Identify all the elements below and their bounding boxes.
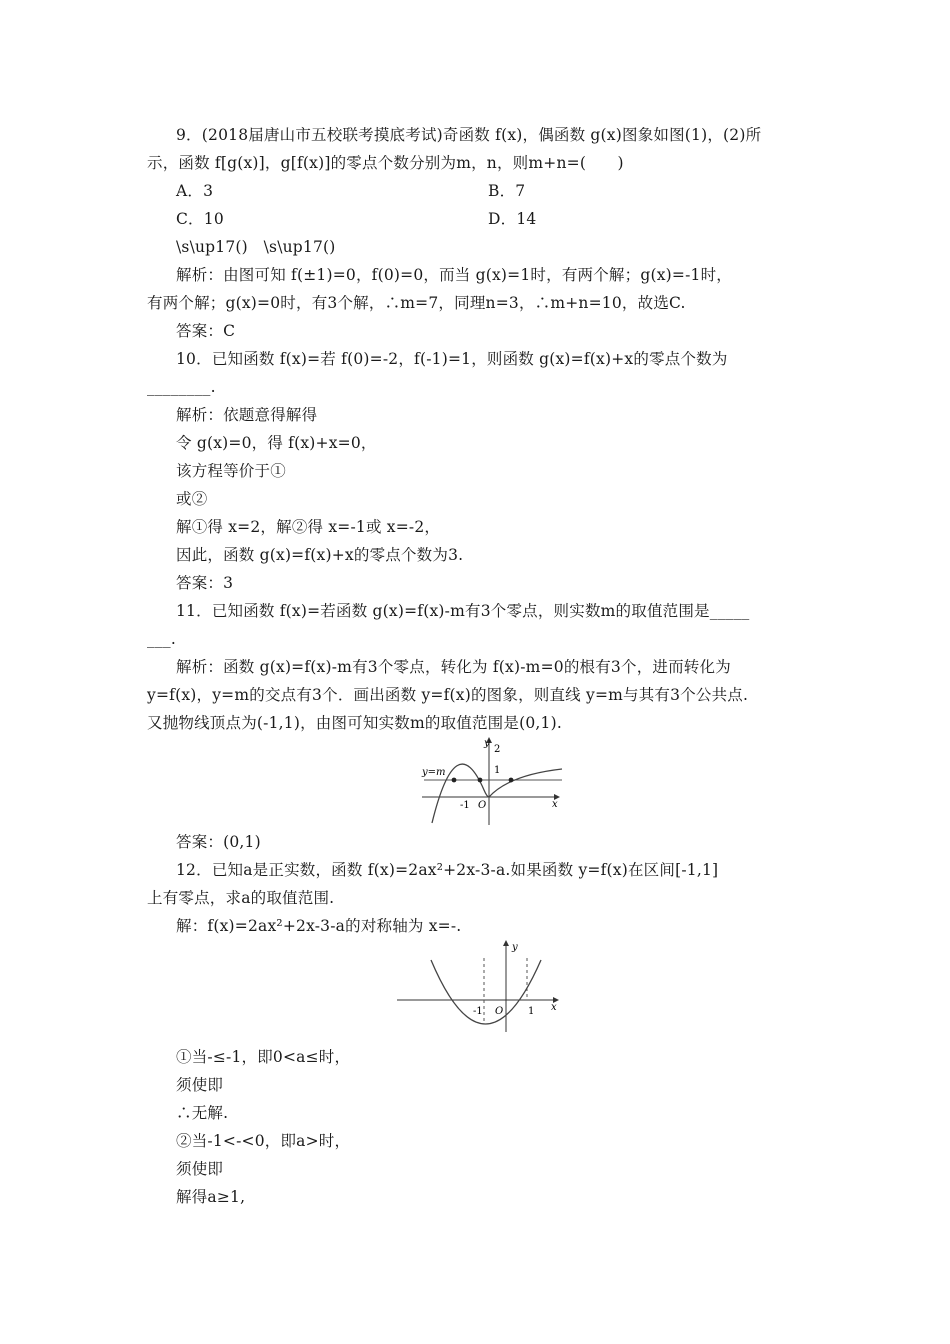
q9-option-b: B．7 xyxy=(488,182,526,200)
q11-tick-2: 2 xyxy=(494,744,501,755)
q12-parabola-curve xyxy=(431,960,541,1024)
q9-option-a: A．3 xyxy=(176,182,214,200)
q12-line1: 12．已知a是正实数，函数 f(x)=2ax²+2x-3-a.如果函数 y=f(x)在区间[-1,1] xyxy=(176,861,719,879)
q9-line1: 9．(2018届唐山市五校联考摸底考试)奇函数 f(x)，偶函数 g(x)图象如图(1)，(2)所 xyxy=(176,126,762,144)
q11-origin-label: O xyxy=(478,800,487,811)
q9-option-d: D．14 xyxy=(488,210,537,228)
q10-line1: 10．已知函数 f(x)=若 f(0)=-2，f(-1)=1，则函数 g(x)=f(x)+x的零点个数为 xyxy=(176,350,728,368)
q11-solution-line1: 解析：函数 g(x)=f(x)-m有3个零点，转化为 f(x)-m=0的根有3个，进而转化为 xyxy=(176,658,731,676)
q12-tick-1: 1 xyxy=(528,1006,535,1017)
q9-figure-placeholder: \s\up17() \s\up17() xyxy=(176,238,336,256)
q12-x-axis-label: x xyxy=(551,1002,557,1013)
q12-y-axis-label: y xyxy=(512,942,518,953)
q11-function-graph xyxy=(414,735,574,827)
q9-solution-line1: 解析：由图可知 f(±1)=0，f(0)=0，而当 g(x)=1时，有两个解；g(x)=-1时， xyxy=(176,266,732,284)
q11-tick-1: 1 xyxy=(494,765,501,776)
q12-case2-line1: ②当-1<-<0，即a>时， xyxy=(176,1132,351,1150)
q9-option-c: C．10 xyxy=(176,210,224,228)
q11-solution-line3: 又抛物线顶点为(-1,1)，由图可知实数m的取值范围是(0,1). xyxy=(147,714,562,732)
q9-solution-line2: 有两个解；g(x)=0时，有3个解，∴m=7，同理n=3，∴m+n=10，故选C. xyxy=(147,294,686,312)
q9-answer: 答案：C xyxy=(176,322,236,340)
q12-origin-label: O xyxy=(495,1006,504,1017)
q10-line2: ________. xyxy=(147,378,216,396)
q10-solution-line5: 解①得 x=2，解②得 x=-1或 x=-2， xyxy=(176,518,441,536)
q11-line-label: y=m xyxy=(422,767,446,778)
q12-case1-line2: 须使即 xyxy=(176,1076,224,1094)
q11-answer: 答案：(0,1) xyxy=(176,833,261,851)
q12-case1-line1: ①当-≤-1，即0<a≤时， xyxy=(176,1048,351,1066)
q11-y-axis-label: y xyxy=(484,738,490,749)
q10-solution-line4: 或② xyxy=(176,490,208,508)
q10-solution-line1: 解析：依题意得解得 xyxy=(176,406,318,424)
q12-tick-minus1: -1 xyxy=(473,1006,483,1017)
q12-case1-line3: ∴无解. xyxy=(176,1104,229,1122)
q11-intersection-point xyxy=(509,778,514,783)
q11-tick-minus1: -1 xyxy=(460,800,470,811)
q10-solution-line2: 令 g(x)=0，得 f(x)+x=0， xyxy=(176,434,377,452)
q12-case2-line3: 解得a≥1, xyxy=(176,1188,246,1206)
q9-line2: 示，函数 f[g(x)]，g[f(x)]的零点个数分别为m，n，则m+n=( ) xyxy=(147,154,624,172)
q10-solution-line6: 因此，函数 g(x)=f(x)+x的零点个数为3. xyxy=(176,546,464,564)
q11-x-axis-label: x xyxy=(552,799,558,810)
q12-parabola-graph xyxy=(393,938,563,1034)
q12-case2-line2: 须使即 xyxy=(176,1160,224,1178)
q11-line2: ___. xyxy=(147,630,176,648)
q11-solution-line2: y=f(x)，y=m的交点有3个．画出函数 y=f(x)的图象，则直线 y=m与其有3个公共点. xyxy=(147,686,749,704)
q11-line1: 11．已知函数 f(x)=若函数 g(x)=f(x)-m有3个零点，则实数m的取值范围是_____ xyxy=(176,602,750,620)
q10-answer: 答案：3 xyxy=(176,574,234,592)
q12-solution-line1: 解：f(x)=2ax²+2x-3-a的对称轴为 x=-. xyxy=(176,917,462,935)
q11-intersection-point xyxy=(452,778,457,783)
q10-solution-line3: 该方程等价于① xyxy=(176,462,286,480)
q12-line2: 上有零点，求a的取值范围. xyxy=(147,889,335,907)
q11-intersection-point xyxy=(478,778,483,783)
q12-y-arrow-icon xyxy=(503,940,509,946)
